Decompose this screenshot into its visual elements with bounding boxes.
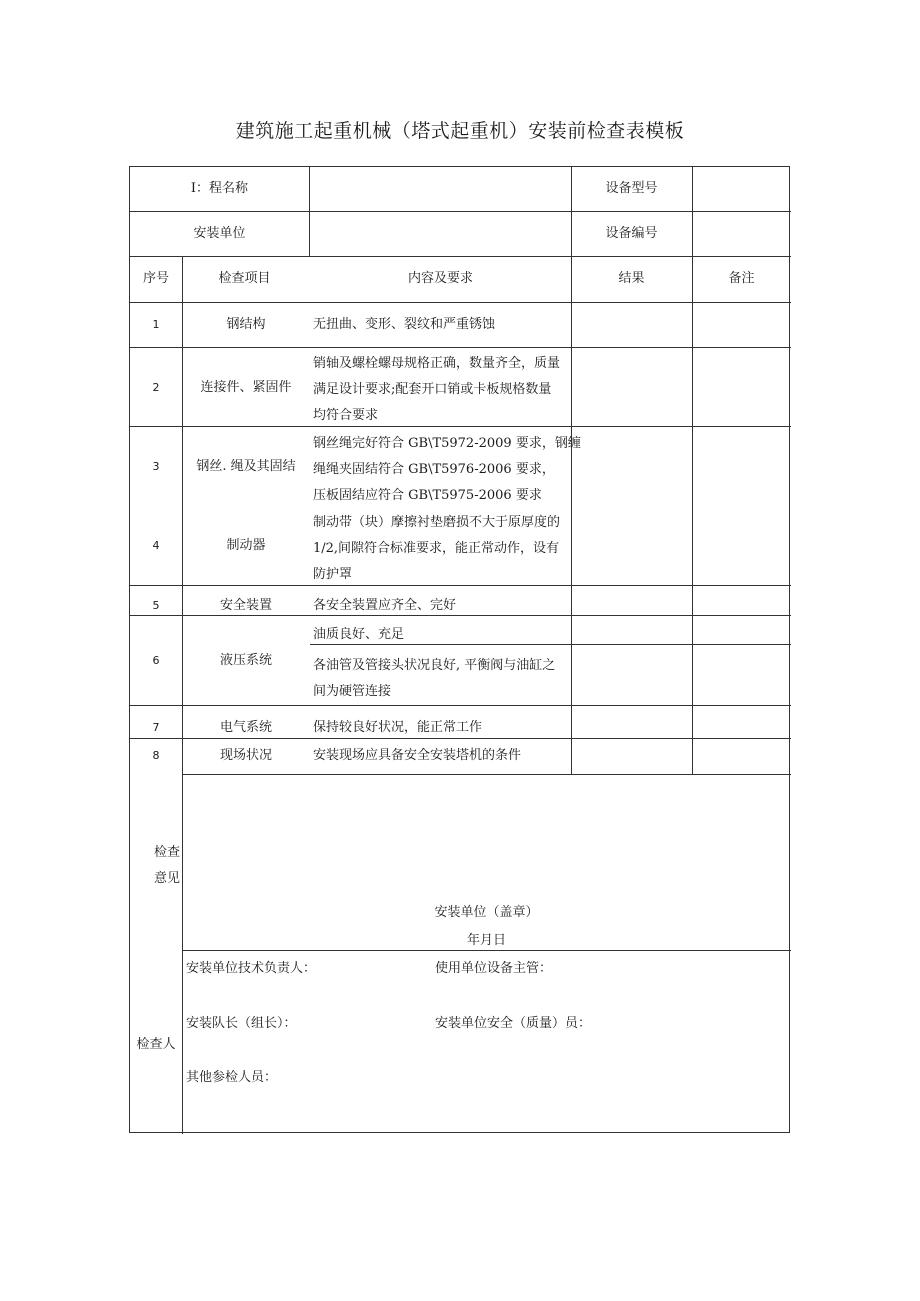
- opinion-label-1: 检查: [153, 845, 180, 860]
- row-8-seq: 8: [152, 749, 160, 762]
- opinion-date: 年月日: [466, 933, 506, 948]
- col-item-header: 检查项目: [218, 271, 271, 286]
- safety-officer-field[interactable]: 安装单位安全（质量）员：: [435, 1016, 592, 1031]
- project-name-label: I：程名称: [190, 181, 249, 196]
- row-6-content-a: 油质良好、充足: [313, 627, 405, 642]
- row-2-item: 连接件、紧固件: [200, 380, 292, 395]
- model-label: 设备型号: [605, 181, 658, 196]
- opinion-stamp: 安装单位（盖章）: [434, 905, 539, 920]
- tech-leader-field[interactable]: 安装单位技术负责人：: [186, 961, 317, 976]
- row-4-item: 制动器: [226, 538, 266, 553]
- col-content-header: 内容及要求: [407, 271, 473, 286]
- row-7-item: 电气系统: [219, 720, 272, 735]
- row-5-content: 各安全装置应齐全、完好: [313, 598, 457, 613]
- col-note-header: 备注: [728, 271, 755, 286]
- row-6-item: 液压系统: [219, 653, 272, 668]
- serial-label: 设备编号: [605, 226, 658, 241]
- row-8-item: 现场状况: [219, 748, 272, 763]
- equipment-manager-field[interactable]: 使用单位设备主管：: [435, 961, 553, 976]
- inspection-table: [129, 166, 790, 1133]
- row-4-content: 制动带（块）摩擦衬垫磨损不大于原厚度的 1/2,间隙符合标准要求，能正常动作，设有 防护罩: [313, 515, 561, 582]
- unit-label: 安装单位: [193, 226, 246, 241]
- row-1-item: 钢结构: [226, 317, 266, 332]
- row-7-content: 保持较良好状况，能正常工作: [313, 720, 483, 735]
- row-3-seq: 3: [152, 460, 160, 473]
- row-5-item: 安全装置: [219, 598, 272, 613]
- row-1-seq: 1: [152, 318, 160, 331]
- row-1-content: 无扭曲、变形、裂纹和严重锈蚀: [313, 317, 496, 332]
- col-result-header: 结果: [618, 271, 645, 286]
- opinion-label-2: 意见: [153, 871, 180, 886]
- row-4-seq: 4: [152, 539, 160, 552]
- row-8-content: 安装现场应具备安全安装塔机的条件: [313, 748, 522, 763]
- row-6-seq: 6: [152, 654, 160, 667]
- row-5-seq: 5: [152, 599, 160, 612]
- row-2-seq: 2: [152, 381, 160, 394]
- team-leader-field[interactable]: 安装队长（组长）：: [186, 1016, 297, 1031]
- row-3-content: 钢丝绳完好符合 GB\T5972-2009 要求，钢缠 绳绳夹固结符合 GB\T5976-2006 要求， 压板固结应符合 GB\T5975-2006 要求: [313, 436, 581, 503]
- col-seq-header: 序号: [142, 271, 169, 286]
- page-title: 建筑施工起重机械（塔式起重机）安装前检查表模板: [235, 120, 685, 142]
- row-3-item: 钢丝. 绳及其固结: [196, 459, 296, 474]
- row-2-content: 销轴及螺栓螺母规格正确，数量齐全，质量 满足设计要求;配套开口销或卡板规格数量 均符合要求: [313, 356, 561, 423]
- row-7-seq: 7: [152, 721, 160, 734]
- row-6-content-b: 各油管及管接头状况良好, 平衡阀与油缸之 间为硬管连接: [313, 658, 556, 699]
- other-inspectors-field[interactable]: 其他参检人员：: [186, 1070, 278, 1085]
- inspectors-label: 检查人: [136, 1037, 176, 1052]
